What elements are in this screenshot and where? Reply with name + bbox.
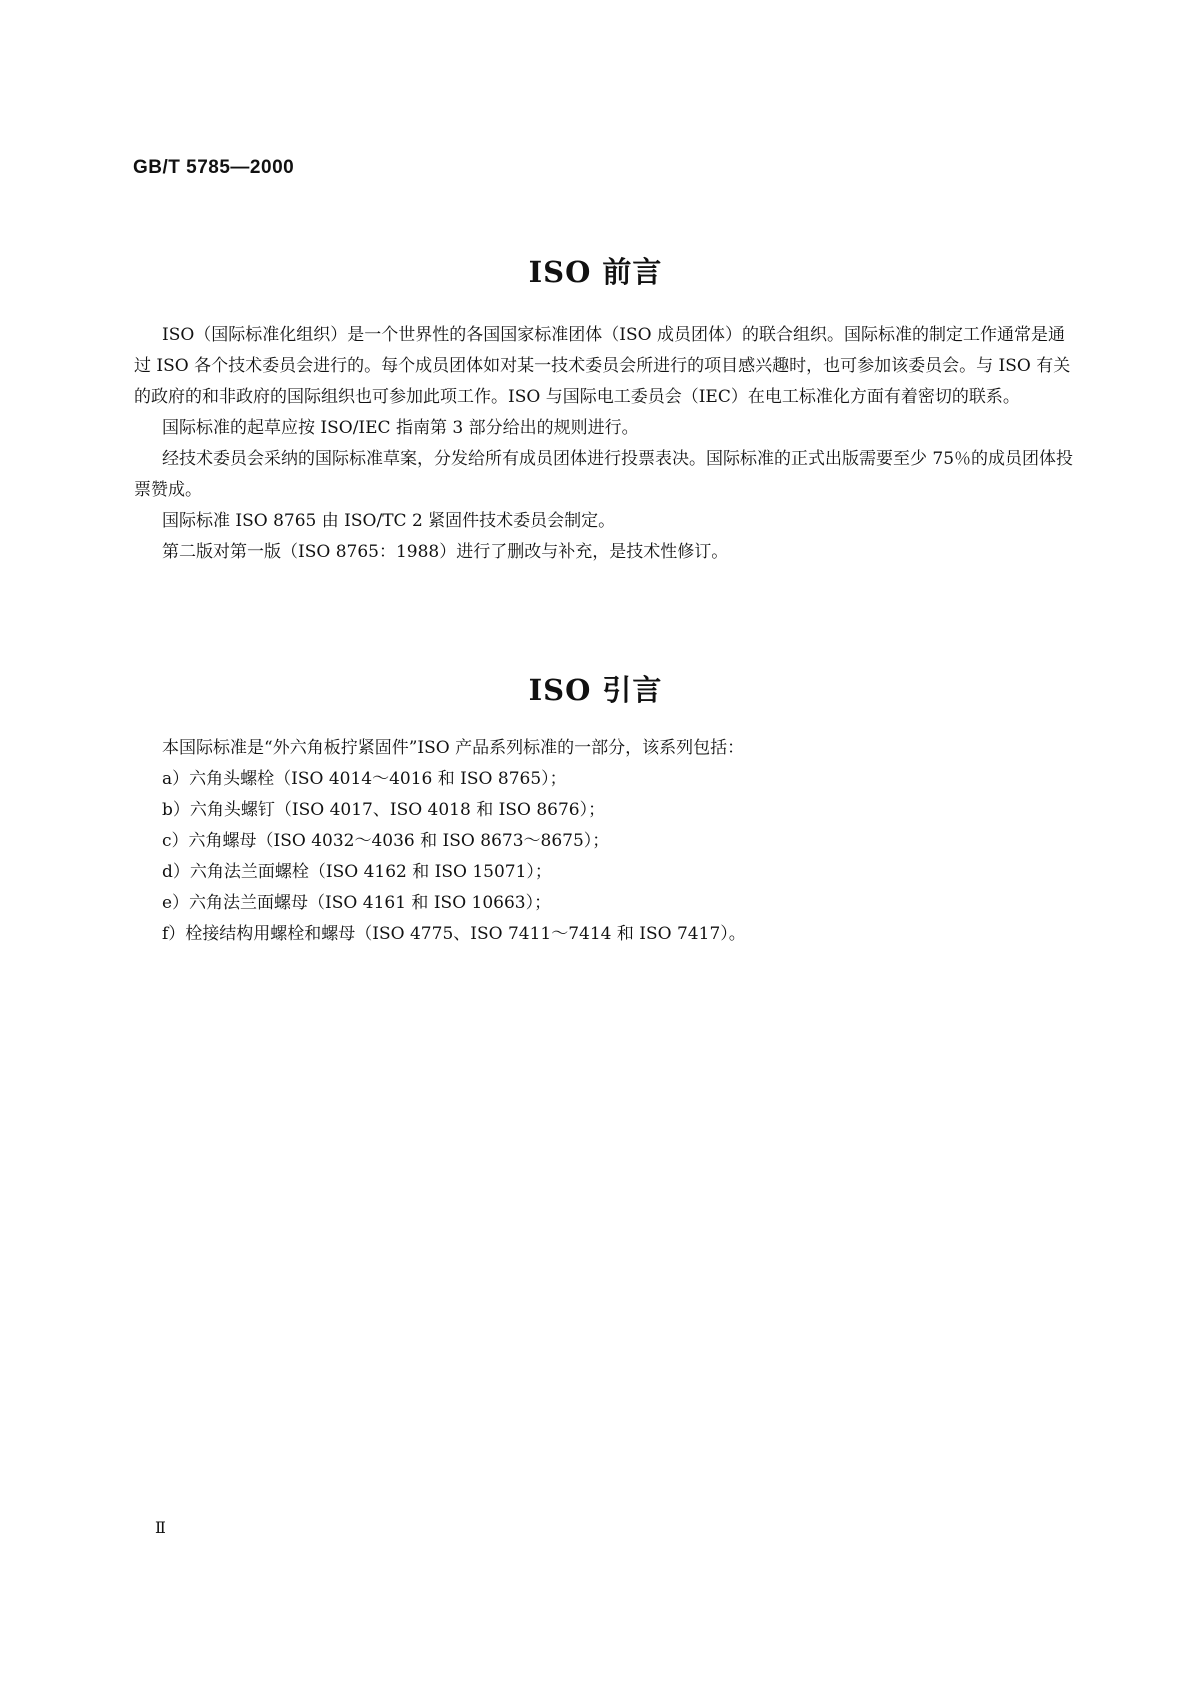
list-item: d）六角法兰面螺栓（ISO 4162 和 ISO 15071）； bbox=[162, 862, 552, 882]
foreword-body bbox=[134, 320, 1080, 568]
standard-code: GB/T 5785—2000 bbox=[133, 157, 295, 178]
list-item: c）六角螺母（ISO 4032～4036 和 ISO 8673～8675）； bbox=[162, 831, 610, 851]
list-item: a）六角头螺栓（ISO 4014～4016 和 ISO 8765）； bbox=[162, 769, 567, 789]
introduction-lead: 本国际标准是“外六角板拧紧固件”ISO 产品系列标准的一部分，该系列包括： bbox=[162, 738, 745, 758]
foreword-paragraph: 第二版对第一版（ISO 8765：1988）进行了删改与补充，是技术性修订。 bbox=[162, 542, 729, 562]
introduction-body bbox=[162, 733, 1080, 950]
list-item: f）栓接结构用螺栓和螺母（ISO 4775、ISO 7411～7414 和 ISO 7417）。 bbox=[162, 924, 746, 944]
page-number: Ⅱ bbox=[155, 1518, 166, 1537]
introduction-title: ISO 引言 bbox=[528, 673, 663, 707]
foreword-paragraph: 国际标准 ISO 8765 由 ISO/TC 2 紧固件技术委员会制定。 bbox=[162, 511, 616, 531]
list-item: e）六角法兰面螺母（ISO 4161 和 ISO 10663）； bbox=[162, 893, 552, 913]
foreword-paragraph: 经技术委员会采纳的国际标准草案，分发给所有成员团体进行投票表决。国际标准的正式出版需要至少 75％的成员团体投票赞成。 bbox=[134, 449, 1074, 500]
foreword-paragraph: 国际标准的起草应按 ISO/IEC 指南第 3 部分给出的规则进行。 bbox=[162, 418, 639, 438]
foreword-paragraph: ISO（国际标准化组织）是一个世界性的各国国家标准团体（ISO 成员团体）的联合组织。国际标准的制定工作通常是通过 ISO 各个技术委员会进行的。每个成员团体如对某一技术委员会所进行的项目感兴趣时，也可参加该委员会。与 ISO 有关的政府的和非政府的国际组织也可参加此项工作。ISO 与国际电工委员会（IEC）在电工标准化方面有着密切的联系。 bbox=[134, 325, 1071, 407]
list-item: b）六角头螺钉（ISO 4017、ISO 4018 和 ISO 8676）； bbox=[162, 800, 606, 820]
foreword-title: ISO 前言 bbox=[528, 255, 663, 289]
